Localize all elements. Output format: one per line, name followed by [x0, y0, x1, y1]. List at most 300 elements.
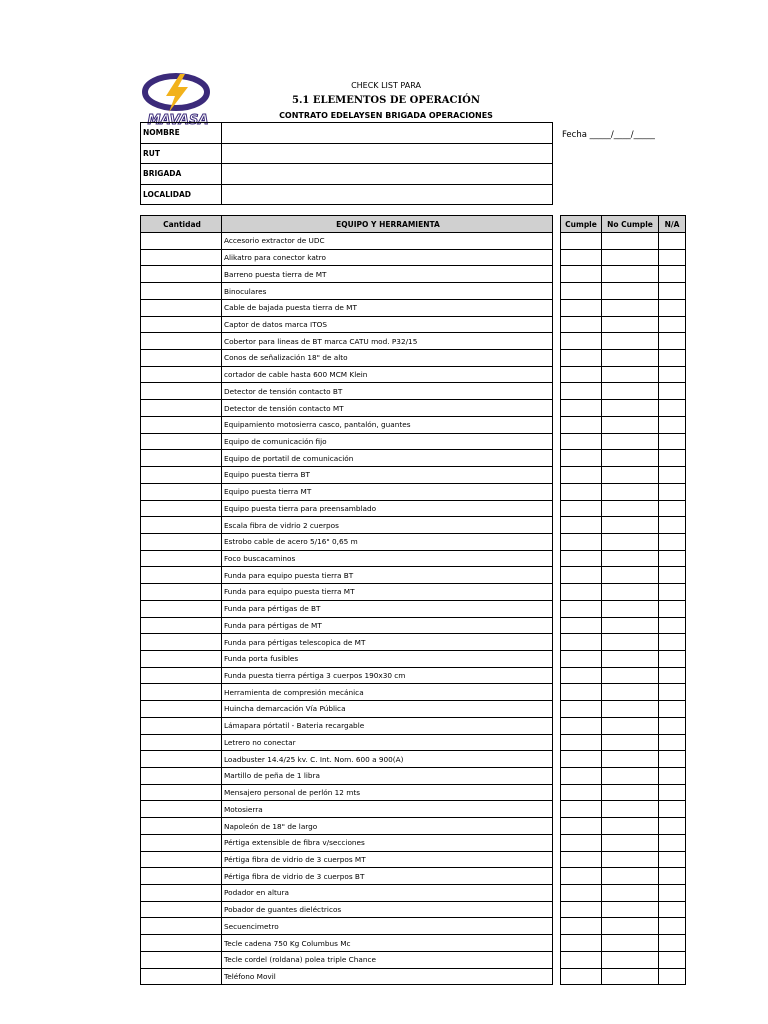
- cantidad-cell[interactable]: [141, 617, 222, 634]
- cumple-cell[interactable]: [561, 684, 602, 701]
- equipment-row: [141, 383, 553, 400]
- cumple-cell[interactable]: [561, 366, 602, 383]
- no-cumple-cell[interactable]: [602, 383, 659, 400]
- cantidad-cell[interactable]: [141, 801, 222, 818]
- cumple-cell[interactable]: [561, 935, 602, 952]
- check-row: [561, 249, 686, 266]
- cantidad-cell[interactable]: [141, 416, 222, 433]
- info-row: [141, 123, 553, 144]
- no-cumple-cell[interactable]: [602, 935, 659, 952]
- equipment-row: [141, 350, 553, 367]
- check-row: [561, 634, 686, 651]
- rut-field[interactable]: [222, 143, 553, 164]
- na-cell[interactable]: [659, 834, 686, 851]
- na-cell[interactable]: [659, 383, 686, 400]
- cantidad-cell[interactable]: [141, 868, 222, 885]
- cantidad-cell[interactable]: [141, 734, 222, 751]
- equipment-row: [141, 935, 553, 952]
- no-cumple-cell[interactable]: [602, 834, 659, 851]
- check-row: [561, 467, 686, 484]
- cantidad-cell[interactable]: [141, 350, 222, 367]
- equipo-cell: Equipamiento motosierra casco, pantalón, guantes: [222, 416, 553, 433]
- na-cell[interactable]: [659, 768, 686, 785]
- equipo-cell: Binoculares: [222, 283, 553, 300]
- cumple-cell[interactable]: [561, 834, 602, 851]
- equipment-row: [141, 801, 553, 818]
- equipment-row: [141, 851, 553, 868]
- no-cumple-cell[interactable]: [602, 299, 659, 316]
- equipo-cell: cortador de cable hasta 600 MCM Klein: [222, 366, 553, 383]
- check-row: [561, 834, 686, 851]
- na-cell[interactable]: [659, 350, 686, 367]
- equipment-row: [141, 550, 553, 567]
- equipo-cell: Secuencimetro: [222, 918, 553, 935]
- cumple-cell[interactable]: [561, 433, 602, 450]
- na-cell[interactable]: [659, 316, 686, 333]
- cantidad-cell[interactable]: [141, 851, 222, 868]
- equipo-cell: Letrero no conectar: [222, 734, 553, 751]
- cantidad-cell[interactable]: [141, 717, 222, 734]
- equipment-row: [141, 684, 553, 701]
- na-cell[interactable]: [659, 283, 686, 300]
- equipo-cell: Detector de tensión contacto BT: [222, 383, 553, 400]
- equipment-row: [141, 333, 553, 350]
- na-cell[interactable]: [659, 584, 686, 601]
- equipo-cell: Foco buscacaminos: [222, 550, 553, 567]
- no-cumple-cell[interactable]: [602, 784, 659, 801]
- na-cell[interactable]: [659, 517, 686, 534]
- equipment-row: [141, 768, 553, 785]
- cantidad-cell[interactable]: [141, 634, 222, 651]
- na-cell[interactable]: [659, 751, 686, 768]
- cantidad-cell[interactable]: [141, 834, 222, 851]
- no-cumple-cell[interactable]: [602, 249, 659, 266]
- equipment-row: [141, 968, 553, 985]
- equipo-cell: Conos de señalización 18" de alto: [222, 350, 553, 367]
- cantidad-cell[interactable]: [141, 299, 222, 316]
- check-row: [561, 266, 686, 283]
- cantidad-cell[interactable]: [141, 450, 222, 467]
- check-row: [561, 717, 686, 734]
- na-cell[interactable]: [659, 901, 686, 918]
- no-cumple-cell[interactable]: [602, 467, 659, 484]
- check-row: [561, 684, 686, 701]
- cumple-cell[interactable]: [561, 500, 602, 517]
- equipo-cell: Huincha demarcación Vía Pública: [222, 701, 553, 718]
- check-row: [561, 550, 686, 567]
- equipment-row: [141, 433, 553, 450]
- no-cumple-cell[interactable]: [602, 600, 659, 617]
- cantidad-cell[interactable]: [141, 901, 222, 918]
- na-cell[interactable]: [659, 500, 686, 517]
- doc-title: 5.1 ELEMENTOS DE OPERACIÓN: [291, 95, 481, 106]
- cantidad-cell[interactable]: [141, 968, 222, 985]
- check-row: [561, 350, 686, 367]
- cantidad-cell[interactable]: [141, 667, 222, 684]
- check-row: [561, 416, 686, 433]
- na-cell[interactable]: [659, 249, 686, 266]
- cumple-cell[interactable]: [561, 266, 602, 283]
- check-row: [561, 400, 686, 417]
- na-cell[interactable]: [659, 333, 686, 350]
- cantidad-cell[interactable]: [141, 467, 222, 484]
- cumple-cell[interactable]: [561, 333, 602, 350]
- na-cell[interactable]: [659, 467, 686, 484]
- check-row: [561, 233, 686, 250]
- equipo-cell: Martillo de peña de 1 libra: [222, 768, 553, 785]
- equipment-row: [141, 734, 553, 751]
- na-cell[interactable]: [659, 550, 686, 567]
- equipo-cell: Funda para equipo puesta tierra MT: [222, 584, 553, 601]
- no-cumple-cell[interactable]: [602, 500, 659, 517]
- cantidad-cell[interactable]: [141, 517, 222, 534]
- no-cumple-cell[interactable]: [602, 851, 659, 868]
- no-cumple-cell[interactable]: [602, 283, 659, 300]
- check-row: [561, 600, 686, 617]
- check-table: [560, 215, 686, 985]
- na-cell[interactable]: [659, 266, 686, 283]
- na-cell[interactable]: [659, 717, 686, 734]
- cumple-cell[interactable]: [561, 818, 602, 835]
- no-cumple-cell[interactable]: [602, 868, 659, 885]
- cumple-cell[interactable]: [561, 951, 602, 968]
- na-cell[interactable]: [659, 433, 686, 450]
- equipment-row: [141, 951, 553, 968]
- equipment-row: [141, 818, 553, 835]
- na-cell[interactable]: [659, 299, 686, 316]
- equipment-row: [141, 400, 553, 417]
- na-cell[interactable]: [659, 818, 686, 835]
- na-cell[interactable]: [659, 918, 686, 935]
- cantidad-cell[interactable]: [141, 249, 222, 266]
- equipment-row: [141, 617, 553, 634]
- equipment-row: [141, 650, 553, 667]
- equipo-cell: Equipo puesta tierra para preensamblado: [222, 500, 553, 517]
- check-row: [561, 701, 686, 718]
- cantidad-cell[interactable]: [141, 951, 222, 968]
- cantidad-cell[interactable]: [141, 584, 222, 601]
- cantidad-cell[interactable]: [141, 818, 222, 835]
- check-row: [561, 751, 686, 768]
- equipment-table: [140, 215, 553, 985]
- cumple-cell[interactable]: [561, 233, 602, 250]
- no-cumple-cell[interactable]: [602, 316, 659, 333]
- check-row: [561, 533, 686, 550]
- equipo-cell: Pértiga extensible de fibra v/secciones: [222, 834, 553, 851]
- nombre-field[interactable]: [222, 123, 553, 144]
- equipment-row: [141, 784, 553, 801]
- check-row: [561, 650, 686, 667]
- check-row: [561, 483, 686, 500]
- equipment-row: [141, 299, 553, 316]
- cumple-cell[interactable]: [561, 868, 602, 885]
- no-cumple-cell[interactable]: [602, 918, 659, 935]
- check-row: [561, 935, 686, 952]
- equipment-header-row: [141, 216, 553, 233]
- check-row: [561, 517, 686, 534]
- no-cumple-cell[interactable]: [602, 350, 659, 367]
- na-cell[interactable]: [659, 701, 686, 718]
- equipment-row: [141, 233, 553, 250]
- equipment-row: [141, 834, 553, 851]
- equipo-cell: Alikatro para conector katro: [222, 249, 553, 266]
- na-cell[interactable]: [659, 416, 686, 433]
- no-cumple-cell[interactable]: [602, 617, 659, 634]
- cumple-cell[interactable]: [561, 400, 602, 417]
- no-cumple-cell[interactable]: [602, 450, 659, 467]
- no-cumple-cell[interactable]: [602, 634, 659, 651]
- equipment-row: [141, 868, 553, 885]
- no-cumple-cell[interactable]: [602, 717, 659, 734]
- check-row: [561, 584, 686, 601]
- no-cumple-cell[interactable]: [602, 801, 659, 818]
- info-label: LOCALIDAD: [141, 184, 222, 205]
- cumple-cell[interactable]: [561, 249, 602, 266]
- cantidad-cell[interactable]: [141, 885, 222, 902]
- no-cumple-cell[interactable]: [602, 550, 659, 567]
- equipment-row: [141, 266, 553, 283]
- cumple-cell[interactable]: [561, 701, 602, 718]
- equipo-cell: Lámapara pórtatil - Bateria recargable: [222, 717, 553, 734]
- cumple-header: Cumple: [561, 216, 602, 233]
- no-cumple-cell[interactable]: [602, 567, 659, 584]
- brigada-field[interactable]: [222, 164, 553, 185]
- info-label: BRIGADA: [141, 164, 222, 185]
- localidad-field[interactable]: [222, 184, 553, 205]
- cumple-cell[interactable]: [561, 968, 602, 985]
- no-cumple-cell[interactable]: [602, 968, 659, 985]
- info-row: [141, 143, 553, 164]
- check-row: [561, 951, 686, 968]
- cantidad-cell[interactable]: [141, 567, 222, 584]
- no-cumple-cell[interactable]: [602, 483, 659, 500]
- no-cumple-cell[interactable]: [602, 951, 659, 968]
- na-cell[interactable]: [659, 533, 686, 550]
- cantidad-cell[interactable]: [141, 533, 222, 550]
- no-cumple-cell[interactable]: [602, 233, 659, 250]
- equipo-cell: Funda puesta tierra pértiga 3 cuerpos 190x30 cm: [222, 667, 553, 684]
- equipo-cell: Mensajero personal de perlón 12 mts: [222, 784, 553, 801]
- na-cell[interactable]: [659, 483, 686, 500]
- equipo-cell: Teléfono Movil: [222, 968, 553, 985]
- na-cell[interactable]: [659, 667, 686, 684]
- no-cumple-cell[interactable]: [602, 901, 659, 918]
- no-cumple-cell[interactable]: [602, 885, 659, 902]
- no-cumple-cell[interactable]: [602, 650, 659, 667]
- equipo-cell: Captor de datos marca ITOS: [222, 316, 553, 333]
- equipment-row: [141, 483, 553, 500]
- cumple-cell[interactable]: [561, 533, 602, 550]
- equipo-cell: Napoleón de 18" de largo: [222, 818, 553, 835]
- no-cumple-cell[interactable]: [602, 333, 659, 350]
- cumple-cell[interactable]: [561, 634, 602, 651]
- cumple-cell[interactable]: [561, 734, 602, 751]
- cumple-cell[interactable]: [561, 768, 602, 785]
- cantidad-cell[interactable]: [141, 383, 222, 400]
- cantidad-cell[interactable]: [141, 935, 222, 952]
- cantidad-cell[interactable]: [141, 550, 222, 567]
- cumple-cell[interactable]: [561, 918, 602, 935]
- no-cumple-cell[interactable]: [602, 818, 659, 835]
- equipment-row: [141, 517, 553, 534]
- cantidad-cell[interactable]: [141, 684, 222, 701]
- equipment-row: [141, 316, 553, 333]
- info-row: [141, 164, 553, 185]
- no-cumple-cell[interactable]: [602, 701, 659, 718]
- no-cumple-cell[interactable]: [602, 416, 659, 433]
- cantidad-cell[interactable]: [141, 266, 222, 283]
- cumple-cell[interactable]: [561, 416, 602, 433]
- no-cumple-cell[interactable]: [602, 266, 659, 283]
- no-cumple-cell[interactable]: [602, 400, 659, 417]
- no-cumple-cell[interactable]: [602, 366, 659, 383]
- no-cumple-cell[interactable]: [602, 667, 659, 684]
- check-header-row: [561, 216, 686, 233]
- equipo-cell: Equipo de comunicación fijo: [222, 433, 553, 450]
- cantidad-cell[interactable]: [141, 600, 222, 617]
- na-cell[interactable]: [659, 951, 686, 968]
- cantidad-cell[interactable]: [141, 316, 222, 333]
- equipment-row: [141, 584, 553, 601]
- cantidad-cell[interactable]: [141, 333, 222, 350]
- cantidad-cell[interactable]: [141, 650, 222, 667]
- na-cell[interactable]: [659, 450, 686, 467]
- equipment-row: [141, 717, 553, 734]
- equipo-cell: Funda para pértigas de BT: [222, 600, 553, 617]
- equipo-cell: Funda para pértigas de MT: [222, 617, 553, 634]
- check-row: [561, 851, 686, 868]
- no-cumple-cell[interactable]: [602, 751, 659, 768]
- na-cell[interactable]: [659, 634, 686, 651]
- equipo-cell: Equipo puesta tierra BT: [222, 467, 553, 484]
- equipment-row: [141, 634, 553, 651]
- cumple-cell[interactable]: [561, 283, 602, 300]
- equipo-cell: Detector de tensión contacto MT: [222, 400, 553, 417]
- cumple-cell[interactable]: [561, 801, 602, 818]
- equipment-row: [141, 918, 553, 935]
- cumple-cell[interactable]: [561, 450, 602, 467]
- cantidad-cell[interactable]: [141, 918, 222, 935]
- fecha-field[interactable]: Fecha _____/____/_____: [562, 130, 655, 140]
- na-cell[interactable]: [659, 617, 686, 634]
- cantidad-cell[interactable]: [141, 233, 222, 250]
- check-row: [561, 617, 686, 634]
- equipo-cell: Escala fibra de vidrio 2 cuerpos: [222, 517, 553, 534]
- equipo-cell: Funda porta fusibles: [222, 650, 553, 667]
- cumple-cell[interactable]: [561, 650, 602, 667]
- na-cell[interactable]: [659, 868, 686, 885]
- cantidad-cell[interactable]: [141, 400, 222, 417]
- check-row: [561, 968, 686, 985]
- na-cell[interactable]: [659, 684, 686, 701]
- na-cell[interactable]: [659, 734, 686, 751]
- cantidad-cell[interactable]: [141, 784, 222, 801]
- no-cumple-cell[interactable]: [602, 734, 659, 751]
- na-cell[interactable]: [659, 400, 686, 417]
- na-cell[interactable]: [659, 968, 686, 985]
- cumple-cell[interactable]: [561, 901, 602, 918]
- equipo-cell: Cable de bajada puesta tierra de MT: [222, 299, 553, 316]
- cantidad-cell[interactable]: [141, 751, 222, 768]
- cumple-cell[interactable]: [561, 617, 602, 634]
- equipment-row: [141, 500, 553, 517]
- cantidad-cell[interactable]: [141, 433, 222, 450]
- equipo-cell: Cobertor para lineas de BT marca CATU mod. P32/15: [222, 333, 553, 350]
- cumple-cell[interactable]: [561, 316, 602, 333]
- cumple-cell[interactable]: [561, 717, 602, 734]
- equipo-cell: Loadbuster 14.4/25 kv. C. Int. Nom. 600 a 900(A): [222, 751, 553, 768]
- cumple-cell[interactable]: [561, 751, 602, 768]
- cantidad-cell[interactable]: [141, 500, 222, 517]
- na-cell[interactable]: [659, 366, 686, 383]
- equipo-cell: Funda para equipo puesta tierra BT: [222, 567, 553, 584]
- no-cumple-cell[interactable]: [602, 517, 659, 534]
- cumple-cell[interactable]: [561, 483, 602, 500]
- equipo-cell: Tecle cordel (roldana) polea triple Chance: [222, 951, 553, 968]
- equipment-row: [141, 751, 553, 768]
- na-cell[interactable]: [659, 600, 686, 617]
- cumple-cell[interactable]: [561, 567, 602, 584]
- equipo-cell: Funda para pértigas telescopica de MT: [222, 634, 553, 651]
- equipo-cell: Accesorio extractor de UDC: [222, 233, 553, 250]
- no-cumple-cell[interactable]: [602, 768, 659, 785]
- cumple-cell[interactable]: [561, 467, 602, 484]
- cantidad-cell[interactable]: [141, 366, 222, 383]
- na-header: N/A: [659, 216, 686, 233]
- na-cell[interactable]: [659, 650, 686, 667]
- doc-pretitle: CHECK LIST PARA: [351, 81, 421, 90]
- no-cumple-cell[interactable]: [602, 584, 659, 601]
- cantidad-cell[interactable]: [141, 701, 222, 718]
- na-cell[interactable]: [659, 784, 686, 801]
- cumple-cell[interactable]: [561, 885, 602, 902]
- no-cumple-cell[interactable]: [602, 433, 659, 450]
- equipo-cell: Barreno puesta tierra de MT: [222, 266, 553, 283]
- info-label: RUT: [141, 143, 222, 164]
- cumple-cell[interactable]: [561, 667, 602, 684]
- info-label: NOMBRE: [141, 123, 222, 144]
- cumple-cell[interactable]: [561, 550, 602, 567]
- cumple-cell[interactable]: [561, 600, 602, 617]
- no-cumple-cell[interactable]: [602, 533, 659, 550]
- na-cell[interactable]: [659, 801, 686, 818]
- cumple-cell[interactable]: [561, 851, 602, 868]
- equipment-row: [141, 283, 553, 300]
- na-cell[interactable]: [659, 567, 686, 584]
- equipo-cell: Pértiga fibra de vidrio de 3 cuerpos MT: [222, 851, 553, 868]
- cumple-cell[interactable]: [561, 299, 602, 316]
- cumple-cell[interactable]: [561, 383, 602, 400]
- check-row: [561, 734, 686, 751]
- na-cell[interactable]: [659, 233, 686, 250]
- equipment-row: [141, 667, 553, 684]
- no-cumple-cell[interactable]: [602, 684, 659, 701]
- na-cell[interactable]: [659, 885, 686, 902]
- cantidad-cell[interactable]: [141, 283, 222, 300]
- check-row: [561, 333, 686, 350]
- cumple-cell[interactable]: [561, 517, 602, 534]
- cantidad-cell[interactable]: [141, 483, 222, 500]
- na-cell[interactable]: [659, 935, 686, 952]
- cantidad-cell[interactable]: [141, 768, 222, 785]
- logo-text: MAVASA: [147, 113, 209, 126]
- na-cell[interactable]: [659, 851, 686, 868]
- check-row: [561, 366, 686, 383]
- cumple-cell[interactable]: [561, 584, 602, 601]
- equipment-row: [141, 366, 553, 383]
- cumple-cell[interactable]: [561, 784, 602, 801]
- cumple-cell[interactable]: [561, 350, 602, 367]
